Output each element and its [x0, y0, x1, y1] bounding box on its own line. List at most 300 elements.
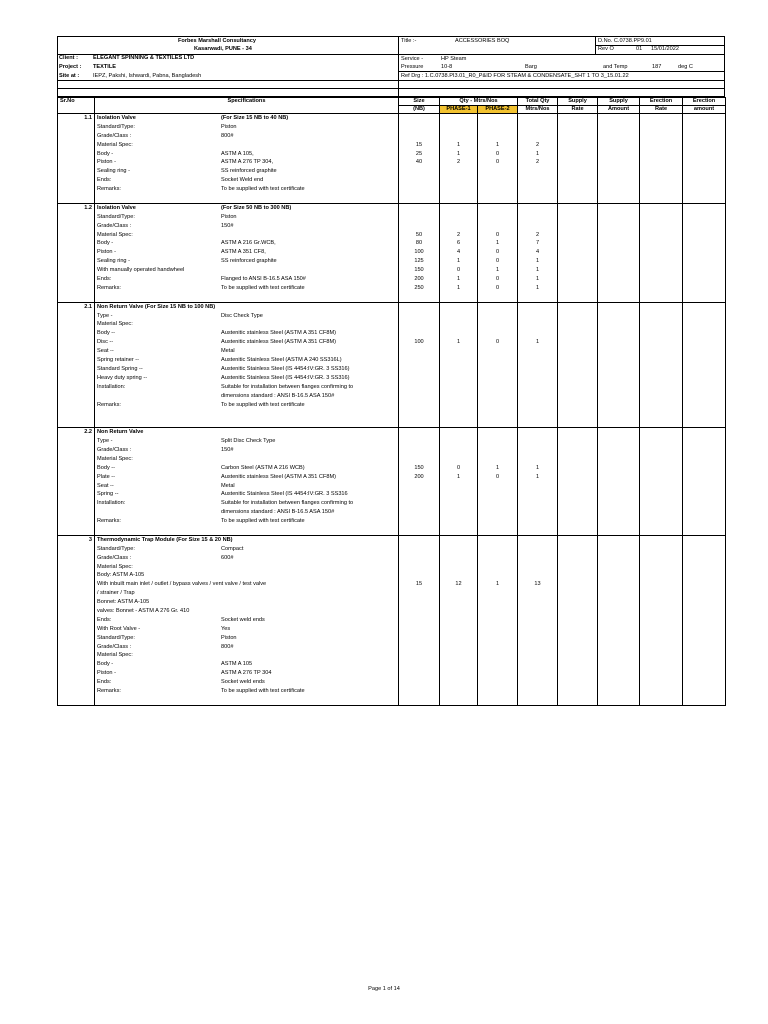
spec-label: Remarks: — [97, 186, 121, 193]
spec-value: (For Size 50 NB to 300 NB) — [221, 204, 292, 211]
qty-cell-tot — [520, 347, 555, 356]
qty-cell-p1 — [442, 455, 475, 464]
service-label: Service - — [401, 56, 424, 62]
qty-cell-p1: 1 — [456, 258, 461, 265]
qty-cell-p2 — [480, 607, 515, 616]
item-total-qty — [518, 428, 558, 536]
qty-cell-p1 — [442, 643, 475, 652]
spec-value: Austenitic Stainless Steel (IS 4454:IV:GR. 3 SS316) — [221, 374, 350, 381]
spec-line — [97, 303, 396, 312]
qty-cell-size — [401, 571, 437, 580]
spec-line — [97, 365, 396, 374]
item-supply-rate — [558, 302, 598, 427]
qty-cell-p1 — [442, 634, 475, 643]
spec-line — [97, 356, 396, 365]
col-erection-rate-unit: Rate — [640, 106, 683, 114]
qty-cell-p1 — [442, 303, 475, 312]
boq-item-row — [58, 535, 726, 705]
col-phase-2: PHASE-2 — [478, 106, 518, 114]
qty-cell-tot: 2 — [535, 159, 540, 166]
item-number: 2.2 — [84, 429, 92, 436]
project-value: TEXTILE — [93, 64, 116, 70]
spec-label: Body -- — [97, 330, 116, 337]
qty-cell-p1: 1 — [456, 284, 461, 291]
qty-cell-size — [401, 696, 437, 705]
item-specifications — [95, 114, 399, 204]
doc-number: D.No. C.0738.PP9.01 — [598, 38, 652, 44]
col-supply-amount-unit: Amount — [598, 106, 640, 114]
spec-value: Austenitic Stainless Steel (IS 4454:IV:GR. 3 SS316) — [221, 365, 350, 372]
qty-cell-p2 — [480, 409, 515, 418]
qty-cell-p2 — [480, 545, 515, 554]
spec-label: Standard/Type: — [97, 123, 135, 130]
qty-cell-p1 — [442, 176, 475, 185]
spec-label: Grade/Class : — [97, 554, 132, 561]
spec-label: Piston - — [97, 670, 116, 677]
spec-label: Remarks: — [97, 518, 121, 525]
qty-cell-tot — [520, 383, 555, 392]
item-erection-amount — [683, 114, 726, 204]
qty-cell-size — [401, 625, 437, 634]
qty-cell-p2 — [480, 293, 515, 302]
qty-cell-p1 — [442, 185, 475, 194]
spec-label: Body -- — [97, 464, 116, 471]
qty-cell-size: 150 — [414, 464, 424, 471]
qty-cell-tot — [520, 446, 555, 455]
spec-line — [97, 554, 396, 563]
qty-cell-tot: 1 — [535, 339, 540, 346]
qty-cell-p1 — [442, 312, 475, 321]
qty-cell-p1 — [442, 329, 475, 338]
spec-line — [97, 275, 396, 284]
spec-label: Plate -- — [97, 473, 116, 480]
client-label: Client : — [59, 55, 78, 61]
qty-cell-size — [401, 222, 437, 231]
qty-cell-p2: 0 — [495, 276, 500, 283]
spec-value: SS reinforced graphite — [221, 258, 277, 265]
qty-cell-size — [401, 320, 437, 329]
spec-value: SS reinforced graphite — [221, 168, 277, 175]
spec-line — [97, 222, 396, 231]
qty-cell-p2: 1 — [495, 581, 500, 588]
spec-label: Standard Spring -- — [97, 365, 143, 372]
spec-value: Austenitic stainless Steel (ASTM A 351 CF8M) — [221, 339, 337, 346]
qty-cell-p2 — [480, 643, 515, 652]
qty-cell-size — [401, 347, 437, 356]
qty-cell-size — [401, 517, 437, 526]
qty-cell-size: 100 — [414, 339, 424, 346]
qty-cell-tot — [520, 374, 555, 383]
qty-cell-p1 — [442, 365, 475, 374]
qty-cell-tot — [520, 185, 555, 194]
qty-cell-tot — [520, 293, 555, 302]
spec-label: / strainer / Trap — [97, 590, 135, 597]
qty-cell-size — [401, 374, 437, 383]
qty-cell-size: 80 — [415, 240, 423, 247]
spec-line — [97, 455, 396, 464]
qty-cell-size — [401, 437, 437, 446]
qty-cell-p1 — [442, 490, 475, 499]
spec-line — [97, 194, 396, 203]
item-erection-rate — [640, 203, 683, 302]
qty-cell-p1 — [442, 508, 475, 517]
spec-label: Heavy duty spring -- — [97, 374, 148, 381]
qty-cell-size — [401, 356, 437, 365]
qty-cell-tot — [520, 392, 555, 401]
spec-line — [97, 132, 396, 141]
spec-line — [97, 517, 396, 526]
qty-cell-p1 — [442, 428, 475, 437]
qty-cell-p1 — [442, 347, 475, 356]
qty-cell-p1 — [442, 536, 475, 545]
spec-line — [97, 284, 396, 293]
spec-label: Type - — [97, 438, 113, 445]
qty-cell-p1 — [442, 499, 475, 508]
qty-cell-p2 — [480, 418, 515, 427]
qty-cell-p2: 0 — [495, 159, 500, 166]
col-supply-amount: Supply — [598, 98, 640, 106]
spec-line — [97, 598, 396, 607]
item-size — [399, 428, 440, 536]
spec-value: Compact — [221, 545, 244, 552]
spec-line — [97, 545, 396, 554]
item-phase-1-qty — [440, 203, 478, 302]
qty-cell-p1 — [442, 374, 475, 383]
qty-cell-size: 200 — [414, 276, 424, 283]
qty-cell-p1 — [442, 320, 475, 329]
spec-value: dimensions standard : ANSI B-16.5 ASA 150# — [221, 392, 335, 399]
qty-cell-tot — [520, 176, 555, 185]
spec-line — [97, 374, 396, 383]
spec-label: Isolation Valve — [97, 115, 136, 121]
spec-label: Ends: — [97, 616, 112, 623]
item-total-qty — [518, 535, 558, 705]
service-value: HP Steam — [441, 56, 467, 62]
qty-cell-tot — [520, 687, 555, 696]
column-header-row — [58, 98, 726, 106]
spec-line — [97, 678, 396, 687]
rev-number: 01 — [636, 46, 643, 52]
spec-value: Split Disc Check Type — [221, 438, 276, 445]
qty-cell-tot: 1 — [535, 150, 540, 157]
qty-cell-p1 — [442, 409, 475, 418]
qty-cell-tot: 2 — [535, 231, 540, 238]
qty-cell-size — [401, 167, 437, 176]
item-erection-rate — [640, 535, 683, 705]
spec-line — [97, 401, 396, 410]
spec-line — [97, 257, 396, 266]
spec-value: ASTM A 105 — [221, 661, 253, 668]
spec-label: With inbuilt main inlet / outlet / bypass valves / vent valve / test valve — [97, 581, 267, 588]
qty-cell-p1: 6 — [456, 240, 461, 247]
qty-cell-p2: 0 — [495, 258, 500, 265]
qty-cell-p2 — [480, 446, 515, 455]
col-qty-group: Qty - Mtrs/Nos — [440, 98, 518, 106]
qty-cell-tot: 7 — [535, 240, 540, 247]
qty-cell-size — [401, 634, 437, 643]
item-number: 3 — [88, 536, 92, 543]
qty-cell-tot — [520, 536, 555, 545]
qty-cell-size — [401, 490, 437, 499]
qty-cell-p1 — [442, 625, 475, 634]
qty-cell-tot — [520, 643, 555, 652]
spec-label: Standard/Type: — [97, 634, 135, 641]
spec-label: Disc -- — [97, 339, 114, 346]
spec-value: Socket weld ends — [221, 679, 265, 686]
item-supply-rate — [558, 203, 598, 302]
spec-label: Spring retainer -- — [97, 357, 139, 364]
spec-line — [97, 167, 396, 176]
qty-cell-tot — [520, 401, 555, 410]
spec-line — [97, 329, 396, 338]
qty-cell-tot — [520, 312, 555, 321]
qty-cell-p2: 0 — [495, 249, 500, 256]
qty-cell-p2 — [480, 508, 515, 517]
spec-label: Piston - — [97, 159, 116, 166]
qty-cell-p2 — [480, 347, 515, 356]
boq-item-row — [58, 428, 726, 536]
page-number: Page 1 of 14 — [368, 986, 400, 992]
item-supply-amount — [598, 203, 640, 302]
spec-value: 800# — [221, 643, 234, 650]
qty-cell-p1 — [442, 123, 475, 132]
spec-value: Suitable for installation between flanges confirming to — [221, 383, 354, 390]
reference-drawing: Ref Drg : 1.C.0738.PI3.01_R0_P&ID FOR STEAM & CONDENSATE_SHT 1 TO 3_15.01.22 — [401, 73, 629, 79]
qty-cell-p2 — [480, 401, 515, 410]
spec-label: Ends: — [97, 276, 112, 283]
qty-cell-size: 150 — [414, 267, 424, 274]
qty-cell-tot: 1 — [535, 473, 540, 480]
spec-line — [97, 248, 396, 257]
spec-label: Material Spec: — [97, 652, 133, 659]
qty-cell-tot — [520, 409, 555, 418]
col-size: Size — [399, 98, 440, 106]
qty-cell-p1: 2 — [456, 231, 461, 238]
temp-value: 187 — [652, 64, 662, 70]
spec-line — [97, 508, 396, 517]
qty-cell-p2 — [480, 598, 515, 607]
item-phase-1-qty — [440, 302, 478, 427]
item-size — [399, 114, 440, 204]
item-supply-amount — [598, 535, 640, 705]
spec-line — [97, 383, 396, 392]
qty-cell-p1 — [442, 660, 475, 669]
qty-cell-p1: 0 — [456, 464, 461, 471]
qty-cell-p1 — [442, 437, 475, 446]
spec-label: Material Spec: — [97, 563, 133, 570]
qty-cell-size — [401, 678, 437, 687]
qty-cell-p1 — [442, 517, 475, 526]
item-number: 1.2 — [84, 204, 92, 211]
qty-cell-p1: 0 — [456, 267, 461, 274]
qty-cell-size — [401, 536, 437, 545]
spec-value: 800# — [221, 132, 234, 139]
item-srno — [58, 535, 95, 705]
company-address: Kasarwadi, PUNE - 34 — [194, 46, 252, 52]
qty-cell-size — [401, 401, 437, 410]
spec-label: Isolation Valve — [97, 204, 136, 211]
qty-cell-size — [401, 545, 437, 554]
qty-cell-p2 — [480, 194, 515, 203]
qty-cell-tot — [520, 598, 555, 607]
spec-line — [97, 239, 396, 248]
spec-value: To be supplied with test certificate — [221, 688, 305, 694]
qty-cell-size — [401, 204, 437, 213]
qty-cell-p1: 1 — [456, 276, 461, 283]
spec-label: Thermodynamic Trap Module (For Size 15 & 20 NB) — [97, 536, 233, 543]
spec-label: Body - — [97, 661, 114, 668]
qty-cell-tot — [520, 455, 555, 464]
col-srno: Sr.No — [58, 98, 95, 114]
qty-cell-size: 40 — [415, 159, 423, 166]
qty-cell-tot — [520, 320, 555, 329]
item-srno — [58, 428, 95, 536]
qty-cell-p2 — [480, 563, 515, 572]
spec-value: Socket weld ends — [221, 616, 265, 623]
qty-cell-p1 — [442, 651, 475, 660]
document-header — [57, 36, 725, 97]
spec-label: valves: Bonnet - ASTM A 276 Gr. 410 — [97, 607, 190, 614]
qty-cell-p1: 12 — [455, 581, 462, 588]
qty-cell-p2 — [480, 554, 515, 563]
qty-cell-size: 100 — [414, 249, 424, 256]
col-size-unit: (NB) — [399, 106, 440, 114]
qty-cell-p2: 0 — [495, 150, 500, 157]
qty-cell-p2 — [480, 678, 515, 687]
qty-cell-tot: 13 — [534, 581, 541, 588]
spec-value: ASTM A 276 TP 304 — [221, 670, 272, 677]
spec-label: Seat -- — [97, 348, 114, 355]
qty-cell-p2 — [480, 176, 515, 185]
spec-line — [97, 266, 396, 275]
qty-cell-tot: 2 — [535, 141, 540, 148]
item-erection-amount — [683, 203, 726, 302]
qty-cell-size — [401, 428, 437, 437]
spec-line — [97, 293, 396, 302]
qty-cell-size — [401, 185, 437, 194]
spec-value: Austenitic stainless Steel (ASTM A 351 CF8M) — [221, 330, 337, 337]
spec-label: Type - — [97, 312, 113, 319]
spec-label: Remarks: — [97, 401, 121, 408]
item-total-qty — [518, 114, 558, 204]
spec-line — [97, 643, 396, 652]
boq-table — [57, 97, 726, 706]
spec-line — [97, 625, 396, 634]
item-srno — [58, 302, 95, 427]
qty-cell-tot — [520, 482, 555, 491]
qty-cell-p2 — [480, 213, 515, 222]
qty-cell-p1 — [442, 669, 475, 678]
qty-cell-tot: 1 — [535, 276, 540, 283]
spec-line — [97, 392, 396, 401]
item-erection-rate — [640, 428, 683, 536]
qty-cell-size — [401, 607, 437, 616]
qty-cell-p2 — [480, 383, 515, 392]
qty-cell-size — [401, 616, 437, 625]
spec-line — [97, 696, 396, 705]
qty-cell-p2 — [480, 571, 515, 580]
spec-line — [97, 312, 396, 321]
qty-cell-size — [401, 123, 437, 132]
spec-line — [97, 185, 396, 194]
title-value: ACCESSORIES BOQ — [455, 38, 510, 44]
qty-cell-p2 — [480, 616, 515, 625]
qty-cell-p2 — [480, 437, 515, 446]
qty-cell-p1 — [442, 616, 475, 625]
qty-cell-p1 — [442, 563, 475, 572]
spec-label: Installation: — [97, 383, 126, 390]
qty-cell-p1 — [442, 383, 475, 392]
qty-cell-p1 — [442, 213, 475, 222]
spec-label: Standard/Type: — [97, 213, 135, 220]
qty-cell-p1 — [442, 571, 475, 580]
spec-line — [97, 464, 396, 473]
qty-cell-size — [401, 194, 437, 203]
qty-cell-p1 — [442, 446, 475, 455]
qty-cell-p2: 1 — [495, 464, 500, 471]
qty-cell-size — [401, 293, 437, 302]
rev-label: Rev O — [598, 46, 614, 52]
qty-cell-size: 25 — [415, 150, 423, 157]
spec-line — [97, 482, 396, 491]
qty-cell-size — [401, 687, 437, 696]
spec-value: ASTM A 276 TP 304, — [221, 159, 274, 166]
qty-cell-p2: 1 — [495, 141, 500, 148]
qty-cell-size: 50 — [415, 231, 423, 238]
spec-value: Socket Weld end — [221, 177, 264, 184]
spec-line — [97, 616, 396, 625]
qty-cell-p1: 1 — [456, 339, 461, 346]
qty-cell-p1 — [442, 222, 475, 231]
qty-cell-tot — [520, 526, 555, 535]
qty-cell-p2 — [480, 490, 515, 499]
project-label: Project : — [59, 64, 82, 70]
qty-cell-size — [401, 114, 437, 123]
item-phase-2-qty — [478, 535, 518, 705]
col-total-qty: Total Qty — [518, 98, 558, 106]
qty-cell-tot — [520, 167, 555, 176]
qty-cell-tot — [520, 194, 555, 203]
boq-item-row — [58, 302, 726, 427]
spec-value: 150# — [221, 222, 234, 229]
qty-cell-size — [401, 499, 437, 508]
qty-cell-p2 — [480, 114, 515, 123]
qty-cell-p1 — [442, 678, 475, 687]
qty-cell-size — [401, 132, 437, 141]
qty-cell-tot — [520, 589, 555, 598]
qty-cell-tot — [520, 508, 555, 517]
spec-label: With manually operated handwheel — [97, 267, 185, 274]
qty-cell-p1 — [442, 132, 475, 141]
qty-cell-p2 — [480, 536, 515, 545]
qty-cell-p2: 0 — [495, 284, 500, 291]
spec-line — [97, 141, 396, 150]
qty-cell-size — [401, 669, 437, 678]
qty-cell-p2: 0 — [495, 473, 500, 480]
qty-cell-size — [401, 418, 437, 427]
spec-value: Austenitic Stainless Steel (ASTM A 240 SS316L) — [221, 357, 342, 364]
qty-cell-p2 — [480, 455, 515, 464]
item-supply-rate — [558, 114, 598, 204]
pressure-value: 10-8 — [441, 64, 453, 70]
item-specifications — [95, 302, 399, 427]
item-srno — [58, 114, 95, 204]
spec-label: Body: ASTM A-105 — [97, 572, 145, 579]
item-phase-2-qty — [478, 114, 518, 204]
boq-item-row — [58, 114, 726, 204]
qty-cell-size — [401, 365, 437, 374]
qty-cell-p1 — [442, 554, 475, 563]
